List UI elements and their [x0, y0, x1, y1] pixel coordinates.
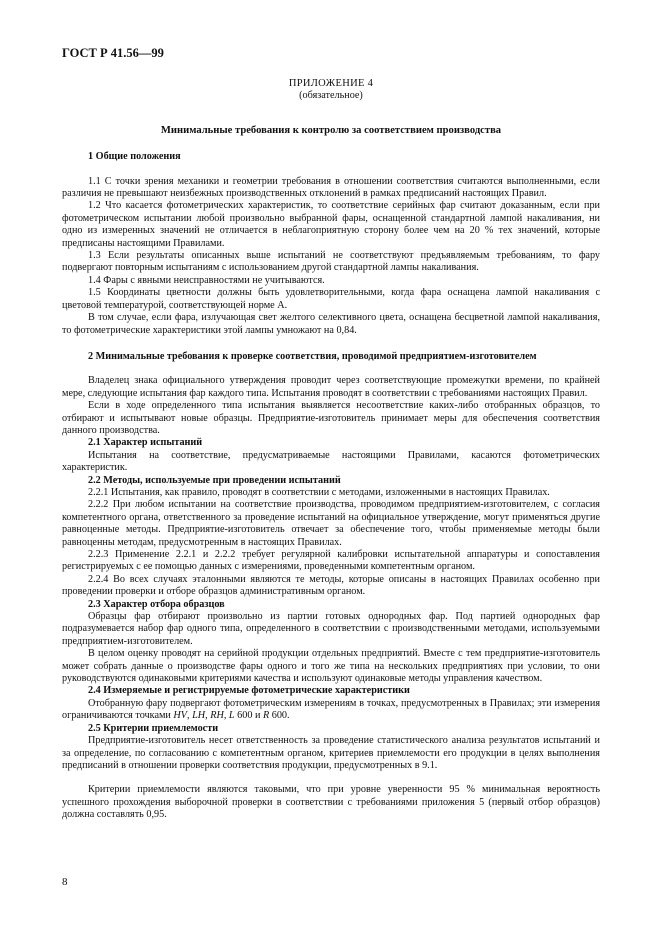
paragraph-2-3-2: В целом оценку проводят на серийной продукции отдельных предприятий. Вместе с тем предприятие-изготовитель может собрать данные о производстве фары одного и того же типа на нескольких предприятиях при условии, то они руководствуются одинаковыми критериями качества и используют одинаковые методы управления качеством.: [62, 648, 600, 685]
paragraph-2-1: Испытания на соответствие, предусматриваемые настоящими Правилами, касаются фотометрических характеристик.: [62, 449, 600, 474]
subsection-2-2-heading: 2.2 Методы, используемые при проведении испытаний: [88, 474, 341, 486]
paragraph-2-2-2: 2.2.2 При любом испытании на соответствие производства, проводимом предприятием-изготовителем, с согласия компетентного органа, ответственного за проведение испытаний на официальное утверждение, могут применяться другие равноценные методы. Предприятие-изготовитель отвечает за обеспечение того, чтобы применяемые методы были равноценны методам, предусмотренным в настоящих Правилах.: [62, 499, 600, 548]
paragraph-2-intro-2: Если в ходе определенного типа испытания выявляется несоответствие каких-либо отобранных образцов, то отбирают и испытывают новые образцы. Предприятие-изготовитель принимает меры для обеспечения соответствия данного производства.: [62, 400, 600, 436]
standard-code-header: ГОСТ Р 41.56—99: [62, 46, 164, 60]
paragraph-2-4: Отобранную фару подвергают фотометрическим измерениям в точках, предусмотренных в Правилах; эти измерения ограничиваются точками HV, LH, RH, L 600 и R 600.: [62, 697, 600, 722]
point-r: R: [262, 710, 270, 722]
subsection-2-1-heading: 2.1 Характер испытаний: [88, 437, 203, 449]
paragraph-1-3: 1.3 Если результаты описанных выше испытаний не соответствуют предъявляемым требованиям, то фару подвергают повторным испытаниям с использованием другой стандартной лампы накаливания.: [62, 250, 600, 274]
page-content: [62, 78, 600, 822]
paragraph-1-6: В том случае, если фара, излучающая свет желтого селективного цвета, оснащена бесцветной лампой накаливания, то фотометрические характеристики этой лампы умножают на 0,84.: [62, 312, 600, 336]
document-title: Минимальные требования к контролю за соответствием производства: [160, 124, 502, 136]
point-l: L: [228, 710, 235, 722]
section-1-heading: 1 Общие положения: [88, 151, 181, 163]
appendix-title: ПРИЛОЖЕНИЕ 4: [288, 78, 374, 89]
paragraph-2-intro-1: Владелец знака официального утверждения проводит через соответствующие промежутки времени, по крайней мере, следующие испытания фар каждого типа. Испытания проводят в соответствии с требованиями настоящих Правил.: [62, 375, 600, 399]
point-l-value: 600: [237, 710, 253, 722]
paragraph-2-2-4: 2.2.4 Во всех случаях эталонными являются те методы, которые описаны в настоящих Правилах особенно при проведении проверки и отборе образцов административным органом.: [62, 573, 600, 598]
paragraph-2-5-2: Критерии приемлемости являются таковыми, что при уровне уверенности 95 % минимальная вероятность успешного прохождения выборочной проверки в соответствии с требованиями приложения 5 (первый отбор образцов) должна составлять 0,95.: [62, 784, 600, 821]
point-rh: RH: [210, 710, 224, 722]
subsection-2-5-heading: 2.5 Критерии приемлемости: [88, 722, 219, 734]
paragraph-2-3-1: Образцы фар отбирают произвольно из партии готовых однородных фар. Под партией однородных фар подразумевается набор фар одного типа, определенного в соответствии с производственными методами, используемыми предприятием-изготовителем.: [62, 611, 600, 647]
page-number: 8: [62, 876, 68, 888]
paragraph-2-4-text: Отобранную фару подвергают фотометрическим измерениям в точках, предусмотренных в Правилах; эти измерения ограничиваются точками: [62, 697, 600, 722]
section-2-heading: 2 Минимальные требования к проверке соответствия, проводимой предприятием-изготовителем: [88, 350, 537, 362]
subsection-2-3-heading: 2.3 Характер отбора образцов: [88, 598, 225, 610]
point-hv: HV: [173, 710, 187, 722]
paragraph-2-5-1: Предприятие-изготовитель несет ответственность за проведение статистического анализа результатов испытаний и за определение, по согласованию с компетентным органом, критериев приемлемости его продукции в целях выполнения предписаний в отношении проверки соответствия продукции, предусмотренных в 9.1.: [62, 735, 600, 771]
paragraph-1-2: 1.2 Что касается фотометрических характеристик, то соответствие серийных фар считают доказанным, если при фотометрическом испытании любой произвольно выбранной фары, оснащенной стандартной лампой накаливания, ни одно из измеренных значений не отличается в неблагоприятную сторону более чем на 20 % тех значений, которые предписаны настоящими Правилами.: [62, 200, 600, 249]
paragraph-2-2-3: 2.2.3 Применение 2.2.1 и 2.2.2 требует регулярной калибровки испытательной аппаратуры и сопоставления регистрируемых с ее помощью данных с измерениями, проведенными компетентным органом.: [62, 549, 600, 573]
conjunction: и: [254, 710, 261, 722]
point-lh: LH: [192, 710, 206, 722]
appendix-status: (обязательное): [299, 90, 363, 102]
point-r-value: 600.: [271, 710, 290, 722]
paragraph-1-1: 1.1 С точки зрения механики и геометрии требования в отношении соответствия считаются выполненными, если различия не превышают неизбежных производственных отклонений в рамках предписаний настоящих Правил.: [62, 175, 600, 200]
paragraph-1-4: 1.4 Фары с явными неисправностями не учитываются.: [88, 274, 325, 286]
paragraph-1-5: 1.5 Координаты цветности должны быть удовлетворительными, когда фара оснащена лампой накаливания с цветовой температурой, соответствующей норме А.: [62, 287, 600, 311]
subsection-2-4-heading: 2.4 Измеряемые и регистрируемые фотометрические характеристики: [88, 685, 410, 697]
paragraph-2-2-1: 2.2.1 Испытания, как правило, проводят в соответствии с методами, изложенными в настоящих Правилах.: [88, 486, 550, 498]
